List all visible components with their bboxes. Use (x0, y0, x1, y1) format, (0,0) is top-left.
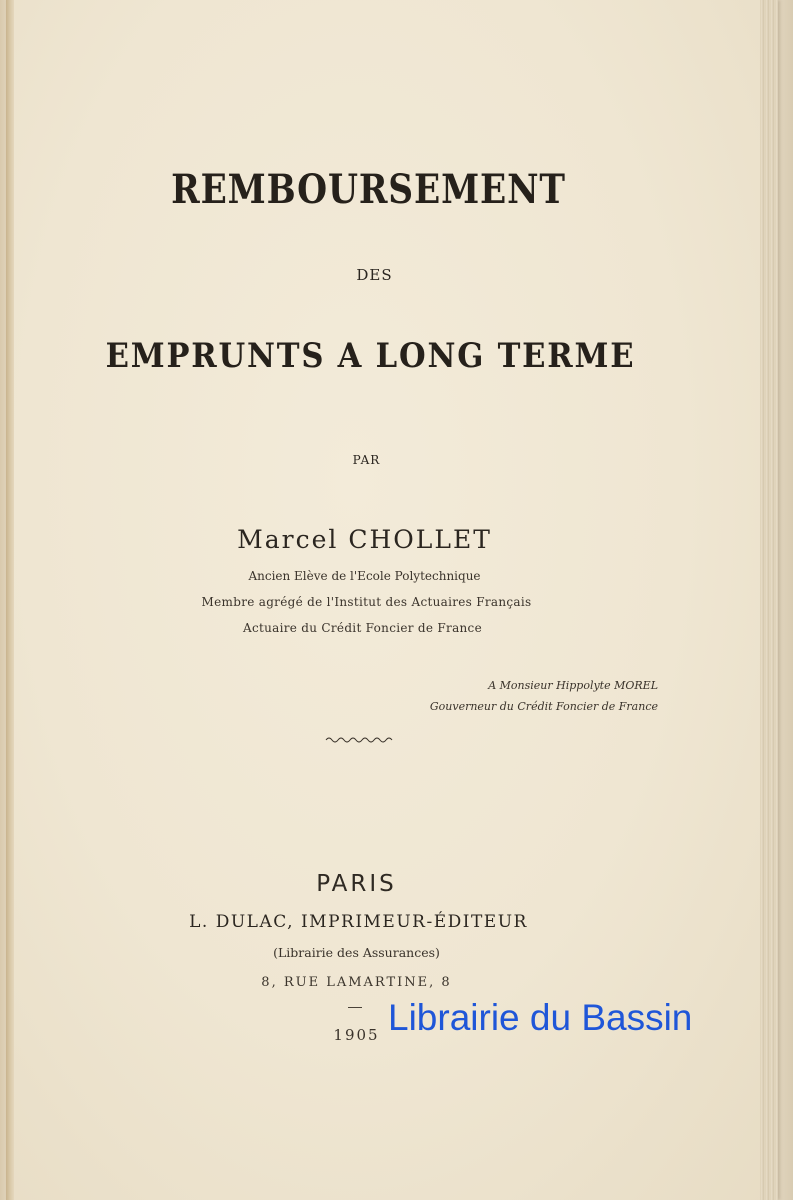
dedication-recipient: A Monsieur Hippolyte MOREL (488, 679, 658, 692)
imprint-city: PARIS (316, 871, 397, 897)
book-subtitle: EMPRUNTS A LONG TERME (105, 336, 636, 376)
author-name: Marcel CHOLLET (237, 525, 492, 554)
author-credential: Ancien Elève de l'Ecole Polytechnique (248, 569, 481, 583)
author-credential: Membre agrégé de l'Institut des Actuaires Français (201, 595, 532, 609)
imprint-year: 1905 (333, 1026, 380, 1044)
imprint-publisher-note: (Librairie des Assurances) (273, 945, 440, 960)
author-credential: Actuaire du Crédit Foncier de France (243, 621, 482, 635)
title-connector: DES (356, 266, 393, 284)
imprint-rule (348, 1007, 362, 1008)
ornament-flourish (324, 735, 394, 745)
book-title: REMBOURSEMENT (171, 166, 566, 213)
imprint-address: 8, RUE LAMARTINE, 8 (261, 975, 452, 990)
dedication-title: Gouverneur du Crédit Foncier de France (429, 700, 658, 713)
by-line: PAR (352, 453, 381, 467)
imprint-publisher: L. DULAC, IMPRIMEUR-ÉDITEUR (189, 912, 528, 932)
seller-watermark: Librairie du Bassin (388, 997, 693, 1038)
